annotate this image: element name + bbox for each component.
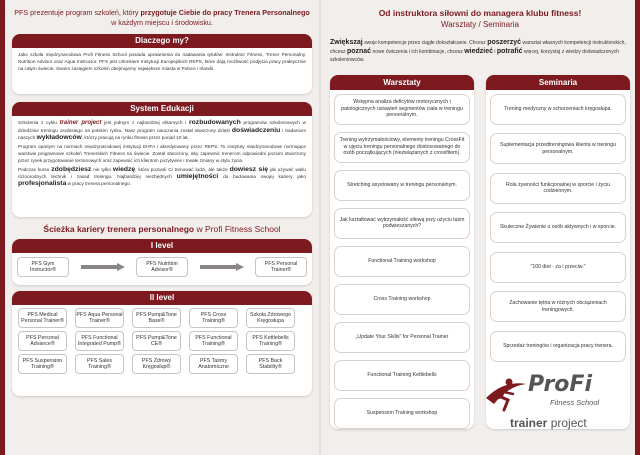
level-2-box: PFS Sales Training® <box>75 354 124 374</box>
runner-icon <box>482 370 528 416</box>
edu-p1-d: i badaniom naszych <box>18 128 307 140</box>
seminar-item: Trening medyczny w schorzeniach kręgosłupa. <box>490 94 626 125</box>
logo-project: project <box>547 416 587 430</box>
intro-word-5: potrafić <box>496 47 523 55</box>
level-1-row <box>12 253 312 277</box>
level-2-box: PFS Suspension Training® <box>18 354 67 374</box>
intro-text-3: nowe ćwiczenia i ich kombinacje, chcesz <box>371 48 465 55</box>
why-us-card <box>12 34 312 94</box>
edu-p1-c: programów szkoleniowych w dziedzinie treningu osobistego na polskim rynku. Nasz program nauczania został stworzony dzięki <box>18 120 306 133</box>
seminar-item: Suplementacja przedtreningowa klienta w treningu personalnym. <box>490 133 626 164</box>
workshop-item: Cross Training workshop <box>334 284 470 315</box>
intro-word-2: poszerzyć <box>487 39 522 46</box>
right-edge-bar <box>635 0 640 455</box>
level-2-box: PFS Kettlebells Training® <box>246 331 295 351</box>
level-2-box: PFS Aqua Personal Trainer® <box>75 308 124 328</box>
level-2-card <box>12 291 312 396</box>
intro-post: w każdym miejscu i środowisku. <box>111 18 213 27</box>
level-2-box: PFS Pump&Tone Base® <box>132 308 181 328</box>
level-2-box: PFS Zdrowy Kręgosłup® <box>132 354 181 374</box>
seminar-item: Zachowanie tętna w różnych obciążeniach treningowych. <box>490 291 626 322</box>
right-subtitle: Warsztaty / Seminaria <box>441 20 519 29</box>
edu-paragraph-2 <box>18 143 306 164</box>
edu-paragraph-1 <box>18 119 306 141</box>
intro-text-1: swoje kompetencje przez ciągłe dokształcanie. Chcesz <box>362 40 488 46</box>
workshop-item: Suspension Training workshop <box>334 398 470 429</box>
seminars-title: Seminaria <box>486 75 630 90</box>
level-2-box: PFS Back Stability® <box>246 354 295 374</box>
career-path-title-bold: Ścieżka kariery trenera personalnego <box>43 224 195 234</box>
edu-p3-a: Podczas kursu <box>18 167 52 172</box>
profi-logo <box>480 368 630 448</box>
career-path-title-rest: w Profi Fitness School <box>194 224 281 234</box>
level-2-box: PFS Functional Integrated Pump® <box>75 331 124 351</box>
education-card <box>12 102 312 217</box>
level-1-box: PFS Nutrition Advisor® <box>136 257 188 277</box>
level-2-title: II level <box>12 291 312 305</box>
intro-bold: przygotuje Ciebie do pracy Trenera Personalnego <box>140 8 310 17</box>
edu-p3-b: nie tylko <box>91 167 113 172</box>
education-title: System Edukacji <box>12 102 312 116</box>
logo-trainer: trainer <box>510 416 548 430</box>
workshop-item: Functional Training workshop <box>334 246 470 277</box>
edu-p3-f: w pracy trenera personalnego. <box>66 181 131 186</box>
workshop-item: Functional Training Kettlebells <box>334 360 470 391</box>
level-1-card <box>12 239 312 285</box>
workshop-item: Stretching asystowany w treningu personalnym. <box>334 170 470 201</box>
left-panel <box>12 8 312 396</box>
edu-p3-big1: zdobędziesz <box>51 166 92 173</box>
workshop-item: „Update Your Skills" for Personal Trainer <box>334 322 470 353</box>
level-2-box: PFS Functional Training® <box>189 331 238 351</box>
intro-word-3: poznać <box>346 47 372 55</box>
edu-p1-big1: rozbudowanych <box>189 119 241 126</box>
edu-p3-big2: wiedzę <box>112 166 136 173</box>
edu-p3-big3: dowiesz się <box>229 166 268 173</box>
level-2-box: PFS Taśmy Anatomiczne <box>189 354 238 374</box>
logo-trainer-project <box>510 416 587 430</box>
edu-paragraph-3 <box>18 166 306 187</box>
workshop-item: Jak kształtować wytrzymałość siłową przy użyciu taśm podwieszanych? <box>334 208 470 239</box>
edu-p3-d: jak używać wielu różnorodnych technik i zasad treningu. Najbardziej niezbędnych <box>18 167 307 179</box>
why-us-title: Dlaczego my? <box>12 34 312 48</box>
logo-brand: ProFi <box>528 372 592 397</box>
seminar-item: Sprzedaż treningów i organizacja pracy trenera. <box>490 331 626 362</box>
edu-p1-big3: wykładowców <box>36 134 82 141</box>
workshop-item: Trening wytrzymałościowy, elementy treningu CrossFit w ujęciu treningu personalnego dostosowanego do osób początkujących (niezwiązanych z crossfitem). <box>334 132 470 163</box>
edu-p1-a: Szkolenia z cyklu <box>18 120 60 125</box>
intro-text-5: więcej, korzystaj z wiedzy doświadczonych szkoleniowców. <box>330 48 619 63</box>
seminar-item: "100 diet - za i przeciw." <box>490 252 626 283</box>
intro-text-4: i <box>492 48 497 55</box>
education-text <box>12 116 312 190</box>
page-fold <box>319 0 321 455</box>
workshop-item: Wstępna analiza deficytów motorycznych i patologicznych ustawień segmentów ciała w treningu personalnym. <box>334 94 470 125</box>
seminar-item: Skuteczne Żywienie u osób aktywnych i w sporcie. <box>490 212 626 243</box>
edu-p3-big5: profesjonalista <box>18 180 67 187</box>
edu-p1-e: , którzy pracują na rynku fitness przez ponad 10 lat. <box>81 135 189 140</box>
arrow-right-icon <box>81 263 125 271</box>
level-2-grid <box>12 305 312 377</box>
workshops-column <box>330 75 474 429</box>
seminars-list <box>486 90 630 362</box>
intro-pre: PFS prezentuje program szkoleń, który <box>14 8 141 17</box>
edu-p2: Program opartym na normach międzynarodowej instytucji EHFA i akredytowany przez REPS. To instytuty międzynarodowe normujące warstwie programowe szkoleń Trenerskich Fitness na świecie. Został stworzony, aby zapewnić trenerom odpowiedni poziom stworzony przez rynek przygotowanie terminowych oraz zapewnić ich klientom pozytywne i trwałe zmiany w stylu życia. <box>18 144 306 163</box>
right-intro <box>330 39 630 65</box>
level-1-title: I level <box>12 239 312 253</box>
edu-p3-e: do budowania swojej kariery jako <box>218 174 306 179</box>
intro-text-2: warsztat własnych kompetencji instruktorskich, chcesz <box>330 40 626 55</box>
right-panel <box>330 8 630 429</box>
why-us-text: Jako szkoła międzynarodowa Profi Fitness School posiada uprawnienia do nadawania tytułów: Instruktor Fitness, Trener Personalny, Nutrition Advisor oraz Aqua Instructor. PFS jest członkiem Instytucji Europejskich REPS, które dają możliwość podjęcia pracy praktycznie na całym świecie. Swoim zasięgiem szkoleń obejmujemy największe miasta w Polsce i Irlandii. <box>18 52 306 71</box>
intro-text <box>12 8 312 28</box>
logo-school: Fitness School <box>550 398 600 407</box>
edu-p3-c: , która pozwoli Ci trenować ludzi, ale także <box>135 167 230 172</box>
workshops-title: Warsztaty <box>330 75 474 90</box>
career-path-title <box>12 224 312 234</box>
brand-trainer-project: trainer project <box>59 120 102 126</box>
left-edge-bar <box>0 0 5 455</box>
right-title: Od instruktora siłowni do managera klubu fitness! <box>378 8 582 18</box>
level-2-box: Szkoła Zdrowego Kręgosłupa <box>246 308 295 328</box>
seminar-item: Rola żywności funkcjonalnej w sporcie i życiu codziennym. <box>490 173 626 204</box>
level-1-box: PFS Gym Instructor® <box>17 257 69 277</box>
intro-word-1: Zwiększaj <box>330 39 363 46</box>
level-1-box: PFS Personal Trainer® <box>255 257 307 277</box>
arrow-right-icon <box>200 263 244 271</box>
level-2-box: PFS Cross Training® <box>189 308 238 328</box>
workshops-list <box>330 90 474 429</box>
level-2-box: PFS Medical Personal Trainer® <box>18 308 67 328</box>
intro-word-4: wiedzieć <box>464 47 493 55</box>
level-2-box: PFS Pump&Tone CE® <box>132 331 181 351</box>
level-2-box: PFS Personal Advance® <box>18 331 67 351</box>
edu-p1-b: jest jednym z najbardziej elitarnych i <box>101 120 189 125</box>
edu-p1-big2: doświadczeniu <box>231 127 281 134</box>
edu-p3-big4: umiejętności <box>176 173 219 180</box>
